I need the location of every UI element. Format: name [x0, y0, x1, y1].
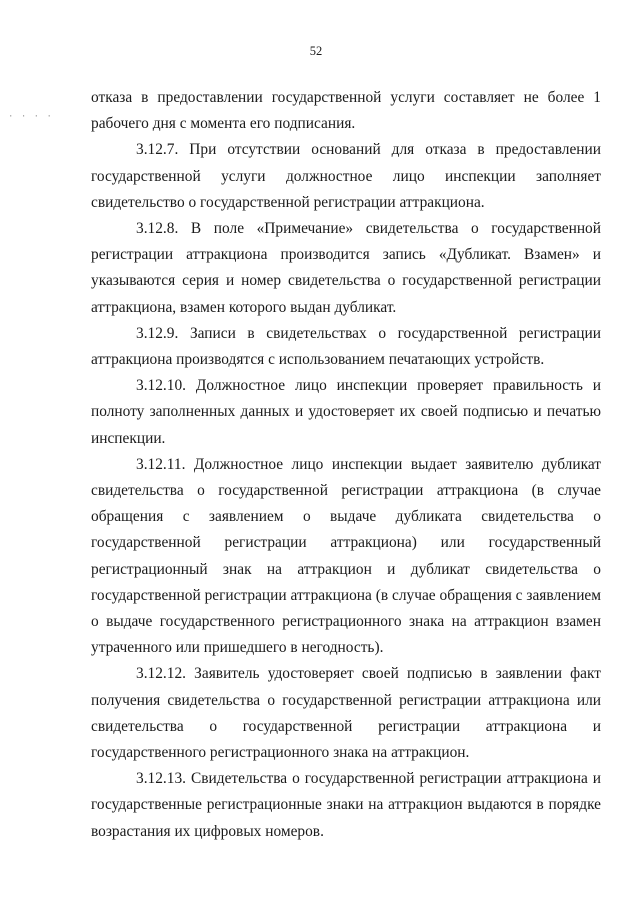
paragraph-3-12-13: 3.12.13. Свидетельства о государственной регистрации аттракциона и государственные регистрационные знаки на аттракцион выдаются в порядке возрастания их цифровых номеров.	[91, 770, 601, 840]
paragraph-continuation: отказа в предоставлении государственной услуги составляет не более 1 рабочего дня с момента его подписания.	[91, 89, 601, 133]
margin-mark: · · · ·	[8, 112, 53, 122]
paragraph-3-12-11: 3.12.11. Должностное лицо инспекции выдает заявителю дубликат свидетельства о государственной регистрации аттракциона (в случае обращения с заявлением о выдаче дубликата свидетельства о государственной регистрации аттракциона) или государственный регистрационный знак на аттракцион и дубликат свидетельства о государственной регистрации аттракциона (в случае обращения с заявлением о выдаче государственного регистрационного знака на аттракцион взамен утраченного или пришедшего в негодность).	[91, 455, 601, 657]
paragraph-3-12-9: 3.12.9. Записи в свидетельствах о государственной регистрации аттракциона производятся с использованием печатающих устройств.	[91, 324, 601, 369]
page-number: 52	[309, 44, 323, 58]
paragraph-3-12-10: 3.12.10. Должностное лицо инспекции проверяет правильность и полноту заполненных данных и удостоверяет их своей подписью и печатью инспекции.	[91, 377, 601, 447]
document-body	[91, 85, 601, 845]
paragraph-3-12-12: 3.12.12. Заявитель удостоверяет своей подписью в заявлении факт получения свидетельства о государственной регистрации аттракциона или свидетельства о государственной регистрации аттракциона и государственного регистрационного знака на аттракцион.	[91, 665, 601, 762]
paragraph-3-12-8: 3.12.8. В поле «Примечание» свидетельства о государственной регистрации аттракциона производится запись «Дубликат. Взамен» и указываются серия и номер свидетельства о государственной регистрации аттракциона, взамен которого выдан дубликат.	[91, 220, 601, 316]
paragraph-3-12-7: 3.12.7. При отсутствии оснований для отказа в предоставлении государственной услуги должностное лицо инспекции заполняет свидетельство о государственной регистрации аттракциона.	[91, 141, 601, 211]
